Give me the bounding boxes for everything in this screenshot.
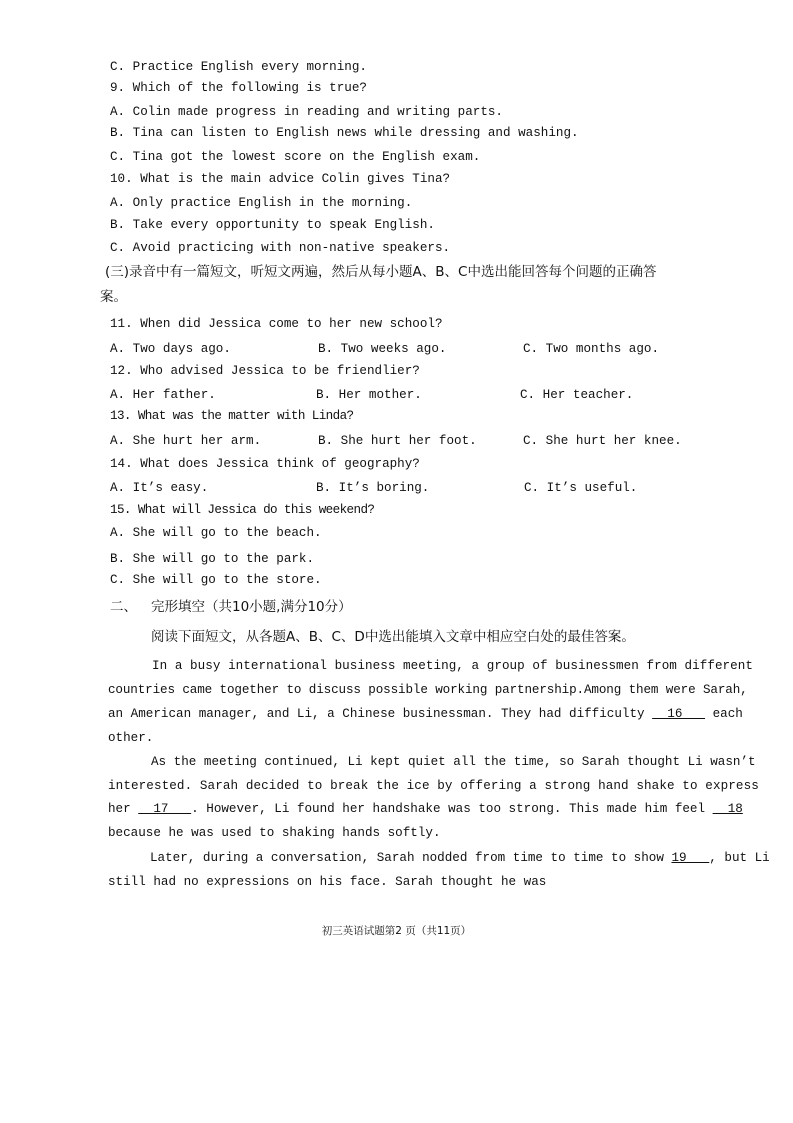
passage-p1-line4: other.	[108, 731, 154, 745]
passage-p1-line2: countries came together to discuss possible working partnership.Among them were Sarah,	[108, 683, 748, 697]
passage-p1-line3-end: each	[705, 707, 743, 721]
passage-p3-line1-end: , but Li	[709, 851, 770, 865]
passage-p1-line3	[108, 706, 743, 722]
q14-option-c: C. It’s useful.	[524, 481, 638, 495]
q12-stem: 12. Who advised Jessica to be friendlier?	[110, 364, 420, 378]
passage-p3-line1	[150, 850, 770, 866]
q14-option-b: B. It’s boring.	[316, 481, 430, 495]
q9-option-b: B. Tina can listen to English news while dressing and washing.	[110, 126, 579, 140]
blank-19: 19	[671, 851, 710, 865]
passage-p2-line3	[108, 801, 743, 817]
q11-stem: 11. When did Jessica come to her new school?	[110, 317, 443, 331]
q10-stem: 10. What is the main advice Colin gives Tina?	[110, 172, 451, 186]
q12-option-a: A. Her father.	[110, 388, 216, 402]
q13-option-a: A. She hurt her arm.	[110, 434, 262, 448]
q11-option-b: B. Two weeks ago.	[318, 342, 447, 356]
passage-p2-line3-mid: . However, Li found her handshake was too strong. This made him feel	[191, 802, 713, 816]
q13-option-c: C. She hurt her knee.	[523, 434, 682, 448]
q14-stem: 14. What does Jessica think of geography?	[110, 457, 420, 471]
q12-option-b: B. Her mother.	[316, 388, 422, 402]
q10-option-c: C. Avoid practicing with non-native speakers.	[110, 241, 451, 255]
part2-instruction: 阅读下面短文，从各题A、B、C、D中选出能填入文章中相应空白处的最佳答案。	[151, 629, 635, 645]
q10-option-b: B. Take every opportunity to speak English.	[110, 218, 435, 232]
blank-17: 17	[138, 802, 192, 816]
passage-p1-line3-text: an American manager, and Li, a Chinese businessman. They had difficulty	[108, 707, 653, 721]
q12-option-c: C. Her teacher.	[520, 388, 634, 402]
q11-option-c: C. Two months ago.	[523, 342, 660, 356]
page-footer: 初三英语试题第2 页（共11页）	[321, 925, 472, 937]
q8-option-c: C. Practice English every morning.	[110, 60, 367, 74]
passage-p3-line1-text: Later, during a conversation, Sarah nodded from time to time to show	[150, 851, 672, 865]
q13-option-b: B. She hurt her foot.	[318, 434, 477, 448]
passage-p3-line2: still had no expressions on his face. Sarah thought he was	[108, 875, 547, 889]
q14-option-a: A. It’s easy.	[110, 481, 209, 495]
section3-instruction-line2: 案。	[100, 289, 127, 305]
q15-stem: 15. What will Jessica do this weekend?	[110, 503, 375, 517]
q13-stem: 13. What was the matter with Linda?	[110, 409, 354, 423]
passage-p2-line2: interested. Sarah decided to break the ice by offering a strong hand shake to express	[108, 779, 759, 793]
q15-option-c: C. She will go to the store.	[110, 573, 322, 587]
q9-option-c: C. Tina got the lowest score on the English exam.	[110, 150, 481, 164]
part2-title: 完形填空（共10小题,满分10分）	[151, 599, 352, 615]
passage-p2-line1: As the meeting continued, Li kept quiet all the time, so Sarah thought Li wasn’t	[151, 755, 756, 769]
section3-instruction-line1: (三)录音中有一篇短文，听短文两遍，然后从每小题A、B、C中选出能回答每个问题的正确答	[105, 264, 657, 280]
q15-option-a: A. She will go to the beach.	[110, 526, 322, 540]
q10-option-a: A. Only practice English in the morning.	[110, 196, 413, 210]
q15-option-b: B. She will go to the park.	[110, 552, 315, 566]
passage-p2-line3-text: her	[108, 802, 139, 816]
q9-stem: 9. Which of the following is true?	[110, 81, 367, 95]
q11-option-a: A. Two days ago.	[110, 342, 231, 356]
part2-number: 二、	[110, 599, 137, 615]
passage-p2-line4: because he was used to shaking hands softly.	[108, 826, 441, 840]
blank-18: 18	[712, 802, 743, 816]
passage-p1-line1: In a busy international business meeting, a group of businessmen from different	[152, 659, 753, 673]
q9-option-a: A. Colin made progress in reading and writing parts.	[110, 105, 503, 119]
blank-16: 16	[652, 707, 706, 721]
